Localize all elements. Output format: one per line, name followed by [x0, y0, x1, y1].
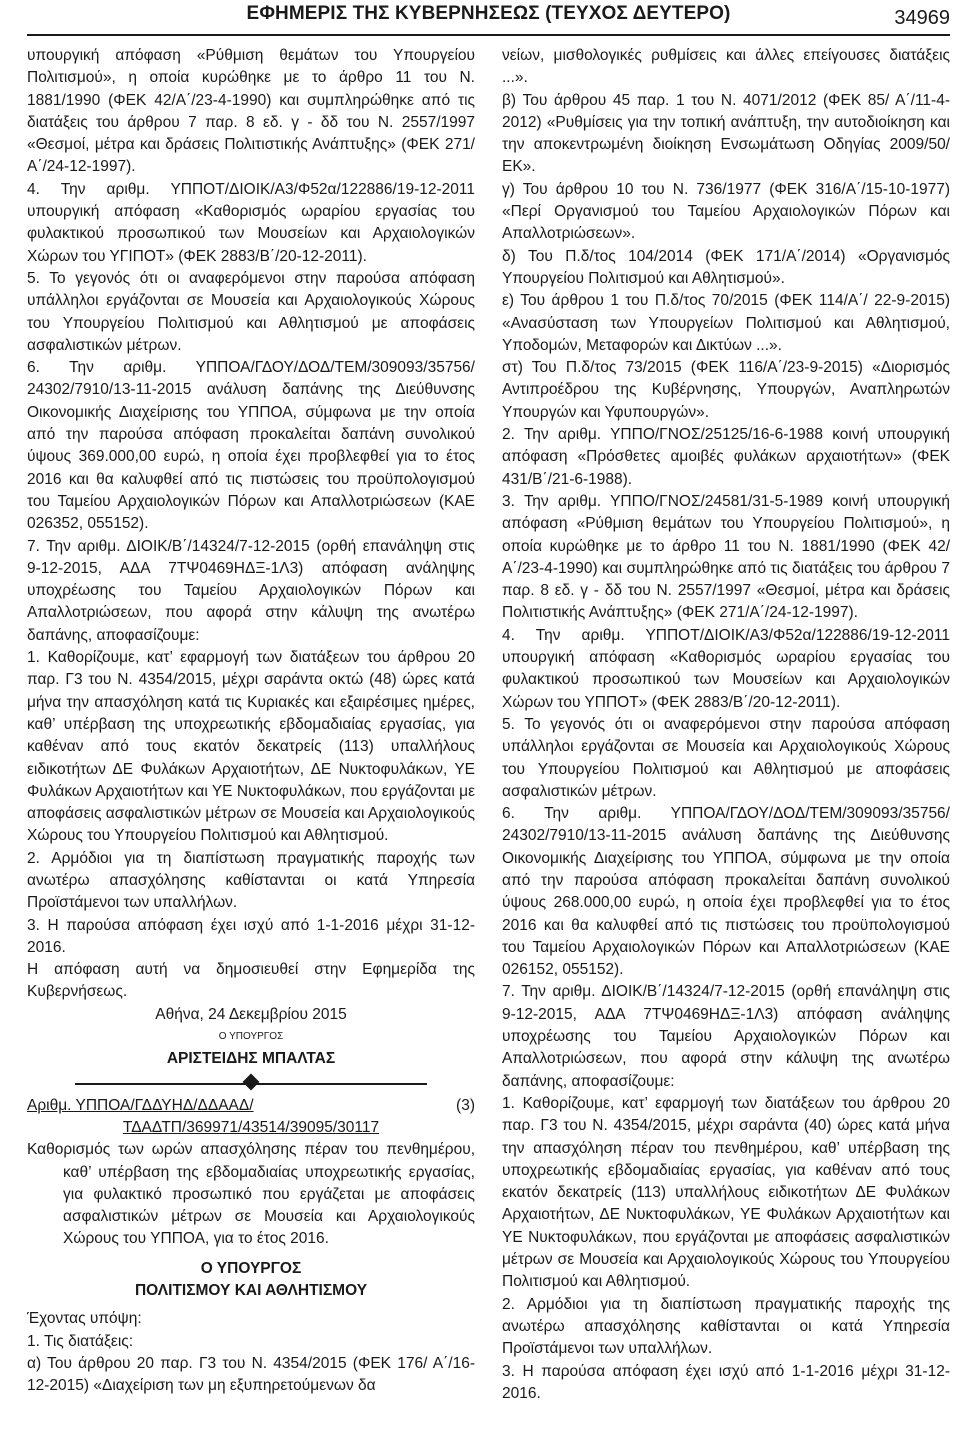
paragraph: β) Του άρθρου 45 παρ. 1 του Ν. 4071/2012 (ΦΕΚ 85/ Α΄/11-4-2012) «Ρυθμίσεις για την τοπική ανάπτυξη, την αυτοδιοίκηση και την αποκεντρωμένη διοίκηση Ενσωμάτωση Οδηγίας 2009/50/ΕΚ».	[502, 91, 950, 176]
paragraph: στ) Του Π.δ/τος 73/2015 (ΦΕΚ 116/Α΄/23-9-2015) «Διορισμός Αντιπροέδρου της Κυβέρνησης, Υπουργών, Αναπληρωτών Υπουργών και Υφυπουργών».	[502, 359, 950, 421]
paragraph: 4. Την αριθμ. ΥΠΠΟΤ/ΔΙΟΙΚ/Α3/Φ52α/122886/19-12-2011 υπουργική απόφαση «Καθορισμός ωραρίου εργασίας του φυλακτικού προσωπικού των Μουσείων και Αρχαιολογικών Χώρων του ΥΠΠΟΤ» (ΦΕΚ 2883/Β΄/20-12-2011).	[502, 626, 950, 711]
paragraph: 3. Την αριθμ. ΥΠΠΟ/ΓΝΟΣ/24581/31-5-1989 κοινή υπουργική απόφαση «Ρύθμιση θεμάτων του Υπουργείου Πολιτισμού», η οποία κυρώθηκε με το άρθρο 11 του Ν. 1881/1990 (ΦΕΚ 42/Α΄/23-4-1990) και συμπληρώθηκε από τις διατάξεις του άρθρου 7 παρ. 8 εδ. γ - δδ του Ν. 2557/1997 «Θεσμοί, μέτρα και δράσεις Πολιτιστικής Ανάπτυξης» (ΦΕΚ 271/Α΄/24-12-1997).	[502, 492, 950, 622]
section-divider	[27, 1072, 475, 1094]
signing-place-date: Αθήνα, 24 Δεκεμβρίου 2015	[155, 1005, 347, 1023]
paragraph: νείων, μισθολογικές ρυθμίσεις και άλλες επείγουσες διατάξεις ...».	[502, 47, 950, 87]
decision-number-row	[27, 1095, 475, 1117]
signer-role: Ο ΥΠΟΥΡΓΟΣ	[218, 1031, 284, 1043]
paragraph: 6. Την αριθμ. ΥΠΠΟΑ/ΓΔΟΥ/ΔΟΔ/ΤΕΜ/309093/35756/ 24302/7910/13-11-2015 ανάλυση δαπάνης της Διεύθυνσης Οικονομικής Διαχείρισης του ΥΠΠΟΑ, σύμφωνα με την οποία από την παρούσα απόφαση προκαλείται δαπάνη συνολικού ύψους 268.000,00 ευρώ, η οποία έχει προβλεφθεί για το έτος 2016 και θα καλυφθεί από τις πιστώσεις του προϋπολογισμού του Ταμείου Αρχαιολογικών Πόρων και Απαλλοτριώσεων (ΚΑΕ 026152, 055152).	[502, 805, 950, 979]
minister-title: Ο ΥΠΟΥΡΓΟΣ	[200, 1259, 302, 1277]
paragraph: 4. Την αριθμ. ΥΠΠΟΤ/ΔΙΟΙΚ/Α3/Φ52α/122886/19-12-2011 υπουργική απόφαση «Καθορισμός ωραρίου εργασίας του φυλακτικού προσωπικού των Μουσείων και Αρχαιολογικών Χώρων του ΥΓΙΠΟΤ» (ΦΕΚ 2883/Β΄/20-12-2011).	[27, 180, 475, 265]
paragraph: 2. Αρμόδιοι για τη διαπίστωση πραγματικής παροχής της ανωτέρω απασχόλησης καθίστανται οι κατά Υπηρεσία Προϊστάμενοι των υπαλλήλων.	[502, 1295, 950, 1358]
right-column	[502, 45, 950, 1405]
paragraph: 1. Καθορίζουμε, κατ’ εφαρμογή των διατάξεων του άρθρου 20 παρ. Γ3 του Ν. 4354/2015, μέχρι σαράντα (40) ώρες κατά μήνα την απασχόληση πέραν του πενθημέρου, καθ’ υπέρβαση της υποχρεωτικής εβδομαδιαίας εργασίας, για καθέναν από τους εκατόν δεκατρείς (113) υπαλλήλους ειδικοτήτων ΔΕ Φυλάκων Αρχαιοτήτων, ΔΕ Νυκτοφυλάκων, ΥΕ Φυλάκων Αρχαιοτήτων και ΥΕ Νυκτοφυλάκων, που εργάζονται με αποφάσεις ασφαλιστικών μέτρων σε Μουσεία και Αρχαιολογικούς Χώρους του Υπουργείου Πολιτισμού και Αθλητισμού.	[502, 1094, 950, 1291]
page-number: 34969	[894, 6, 950, 29]
page-header	[27, 0, 950, 36]
header-title: ΕΦΗΜΕΡΙΣ ΤΗΣ ΚΥΒΕΡΝΗΣΕΩΣ (ΤΕΥΧΟΣ ΔΕΥΤΕΡΟ)	[246, 3, 731, 24]
paragraph: 3. Η παρούσα απόφαση έχει ισχύ από 1-1-2016 μέχρι 31-12-2016.	[502, 1362, 950, 1402]
paragraph: 5. Το γεγονός ότι οι αναφερόμενοι στην παρούσα απόφαση υπάλληλοι εργάζονται σε Μουσεία και Αρχαιολογικούς Χώρους του Υπουργείου Πολιτισμού και Αθλητισμού με αποφάσεις ασφαλιστικών μέτρων.	[27, 269, 475, 354]
decision-seq: (3)	[456, 1096, 475, 1114]
paragraph: 5. Το γεγονός ότι οι αναφερόμενοι στην παρούσα απόφαση υπάλληλοι εργάζονται σε Μουσεία και Αρχαιολογικούς Χώρους του Υπουργείου Πολιτισμού και Αθλητισμού με αποφάσεις ασφαλιστικών μέτρων.	[502, 715, 950, 800]
paragraph: ε) Του άρθρου 1 του Π.δ/τος 70/2015 (ΦΕΚ 114/Α΄/ 22-9-2015) «Ανασύσταση των Υπουργείων Πολιτισμού και Αθλητισμού, Υποδομών, Μεταφορών και Δικτύων ...».	[502, 292, 950, 354]
paragraph: 7. Την αριθμ. ΔΙΟΙΚ/Β΄/14324/7-12-2015 (ορθή επανάληψη στις 9-12-2015, ΑΔΑ 7ΤΨ0469ΗΔΞ-1Λ3) απόφαση ανάληψης υποχρέωσης του Ταμείου Αρχαιολογικών Πόρων και Απαλλοτριώσεων, που αφορά στην κάλυψη της ανωτέρω δαπάνης, αποφασίζουμε:	[27, 537, 475, 644]
paragraph: υπουργική απόφαση «Ρύθμιση θεμάτων του Υπουργείου Πολιτισμού», η οποία κυρώθηκε με το άρθρο 11 του Ν. 1881/1990 (ΦΕΚ 42/Α΄/23-4-1990) και συμπληρώθηκε από τις διατάξεις του άρθρου 7 παρ. 8 εδ. γ - δδ του Ν. 2557/1997 «Θεσμοί, μέτρα και δράσεις Πολιτιστικής Ανάπτυξης» (ΦΕΚ 271/Α΄/24-12-1997).	[27, 47, 475, 176]
paragraph: 1. Καθορίζουμε, κατ’ εφαρμογή των διατάξεων του άρθρου 20 παρ. Γ3 του Ν. 4354/2015, μέχρι σαράντα οκτώ (48) ώρες κατά μήνα την απασχόληση κατά τις Κυριακές και εξαιρέσιμες ημέρες, καθ’ υπέρβαση της υποχρεωτικής εβδομαδιαίας εργασίας, για καθέναν από τους εκατόν δεκατρείς (113) υπαλλήλους ειδικοτήτων ΔΕ Φυλάκων Αρχαιοτήτων, ΔΕ Νυκτοφυλάκων, ΥΕ Φυλάκων Αρχαιοτήτων και ΥΕ Νυκτοφυλάκων, που εργάζονται με αποφάσεις ασφαλιστικών μέτρων σε Μουσεία και Αρχαιολογικούς Χώρους του Υπουργείου Πολιτισμού και Αθλητισμού.	[27, 649, 475, 845]
paragraph: Η απόφαση αυτή να δημοσιευθεί στην Εφημερίδα της Κυβερνήσεως.	[27, 961, 475, 1001]
paragraph: γ) Του άρθρου 10 του Ν. 736/1977 (ΦΕΚ 316/Α΄/15-10-1977) «Περί Οργανισμού του Ταμείου Αρχαιολογικών Πόρων και Απαλλοτριώσεων».	[502, 180, 950, 243]
signer-name: ΑΡΙΣΤΕΙΔΗΣ ΜΠΑΛΤΑΣ	[166, 1050, 336, 1068]
paragraph: 2. Την αριθμ. ΥΠΠΟ/ΓΝΟΣ/25125/16-6-1988 κοινή υπουργική απόφαση «Πρόσθετες αμοιβές φυλάκων αρχαιοτήτων» (ΦΕΚ 431/Β΄/21-6-1988).	[502, 426, 950, 488]
decision-ref-2: ΤΔΑΔΤΠ/369971/43514/39095/30117	[122, 1118, 380, 1136]
decision-ref: Αριθμ. ΥΠΠΟΑ/ΓΔΔΥΗΔ/ΔΔΑΑΔ/	[27, 1096, 254, 1114]
paragraph: δ) Του Π.δ/τος 104/2014 (ΦΕΚ 171/Α΄/2014) «Οργανισμός Υπουργείου Πολιτισμού και Αθλητισμού».	[502, 247, 950, 287]
paragraph: 6. Την αριθμ. ΥΠΠΟΑ/ΓΔΟΥ/ΔΟΔ/ΤΕΜ/309093/35756/ 24302/7910/13-11-2015 ανάλυση δαπάνης της Διεύθυνσης Οικονομικής Διαχείρισης του ΥΠΠΟΑ, σύμφωνα με την οποία από την παρούσα απόφαση προκαλείται δαπάνη συνολικού ύψους 369.000,00 ευρώ, η οποία έχει προβλεφθεί για το έτος 2016 και θα καλυφθεί από τις πιστώσεις του προϋπολογισμού του Ταμείου Αρχαιολογικών Πόρων και Απαλλοτριώσεων (ΚΑΕ 026352, 055152).	[27, 359, 475, 533]
paragraph: Έχοντας υπόψη:	[27, 1310, 142, 1328]
paragraph: 1. Τις διατάξεις:	[27, 1332, 134, 1350]
diamond-icon	[243, 1073, 260, 1090]
paragraph: 2. Αρμόδιοι για τη διαπίστωση πραγματικής παροχής των ανωτέρω απασχόλησης καθίστανται οι κατά Υπηρεσία Προϊστάμενοι των υπαλλήλων.	[27, 849, 475, 912]
paragraph: 3. Η παρούσα απόφαση έχει ισχύ από 1-1-2016 μέχρι 31-12-2016.	[27, 916, 475, 956]
minister-title: ΠΟΛΙΤΙΣΜΟΥ ΚΑΙ ΑΘΛΗΤΙΣΜΟΥ	[134, 1282, 368, 1300]
decision-subject: Καθορισμός των ωρών απασχόλησης πέραν του πενθημέρου, καθ’ υπέρβαση της εβδομαδιαίας υποχρεωτικής εργασίας, για φυλακτικό προσωπικό που εργάζεται με αποφάσεις ασφαλιστικών μέτρων σε Μουσεία και Αρχαιολογικούς Χώρους του ΥΠΠΟΑ, για το έτος 2016.	[27, 1141, 475, 1248]
paragraph: α) Του άρθρου 20 παρ. Γ3 του Ν. 4354/2015 (ΦΕΚ 176/ Α΄/16-12-2015) «Διαχείριση των μη εξυπηρετούμενων δα	[27, 1354, 475, 1395]
left-column	[27, 45, 475, 1405]
paragraph: 7. Την αριθμ. ΔΙΟΙΚ/Β΄/14324/7-12-2015 (ορθή επανάληψη στις 9-12-2015, ΑΔΑ 7ΤΨ0469ΗΔΞ-1Λ3) απόφαση ανάληψης υποχρέωσης του Ταμείου Αρχαιολογικών Πόρων και Απαλλοτριώσεων, που αφορά στην κάλυψη της ανωτέρω δαπάνης, αποφασίζουμε:	[502, 983, 950, 1090]
